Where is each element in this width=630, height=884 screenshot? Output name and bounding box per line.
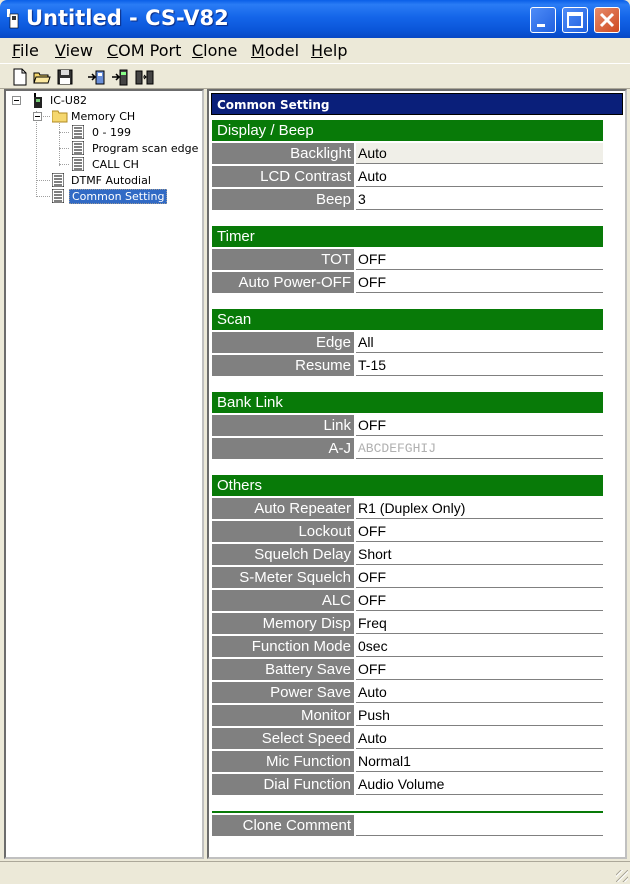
- setting-label: A-J: [212, 438, 354, 459]
- radio-app-icon: [6, 9, 20, 29]
- setting-label: Edge: [212, 332, 354, 353]
- section-divider: [212, 811, 603, 813]
- tree-connector: [36, 180, 50, 181]
- setting-row-function-mode[interactable]: [212, 636, 603, 658]
- radio-icon: [33, 93, 43, 108]
- tree-item-common-setting[interactable]: Common Setting: [69, 189, 167, 204]
- maximize-button[interactable]: [562, 7, 588, 33]
- setting-row-beep[interactable]: [212, 189, 603, 211]
- setting-value-alc[interactable]: OFF: [356, 590, 603, 611]
- setting-label: Beep: [212, 189, 354, 210]
- setting-value-function-mode[interactable]: 0sec: [356, 636, 603, 657]
- setting-value-select-speed[interactable]: Auto: [356, 728, 603, 749]
- save-disk-icon[interactable]: [55, 67, 75, 87]
- clone-comment-field[interactable]: [356, 815, 603, 836]
- channel-list-icon: [72, 157, 84, 171]
- section-timer: Timer: [212, 226, 603, 247]
- setting-row-auto-power-off[interactable]: [212, 272, 603, 294]
- settings-panel: [207, 89, 627, 859]
- tree-connector: [59, 123, 60, 166]
- setting-row-dial-function[interactable]: [212, 774, 603, 796]
- new-file-icon[interactable]: [10, 67, 30, 87]
- tree-connector: [36, 196, 50, 197]
- tree-item-dtmf[interactable]: DTMF Autodial: [71, 174, 151, 187]
- setting-row-tot[interactable]: [212, 249, 603, 271]
- read-from-radio-icon[interactable]: [86, 67, 106, 87]
- setting-value-resume[interactable]: T-15: [356, 355, 603, 376]
- setting-row-auto-repeater[interactable]: [212, 498, 603, 520]
- folder-icon: [52, 109, 68, 123]
- setting-row-lcd-contrast[interactable]: [212, 166, 603, 188]
- setting-row-select-speed[interactable]: [212, 728, 603, 750]
- setting-label: LCD Contrast: [212, 166, 354, 187]
- status-bar: [0, 861, 630, 884]
- setting-label: Resume: [212, 355, 354, 376]
- menu-help[interactable]: Help: [311, 41, 348, 60]
- menu-clone[interactable]: Clone: [192, 41, 238, 60]
- setting-row-memory-disp[interactable]: [212, 613, 603, 635]
- setting-label: Mic Function: [212, 751, 354, 772]
- collapse-root-toggle[interactable]: [12, 96, 21, 105]
- setting-value-a-j[interactable]: ABCDEFGHIJ: [356, 438, 603, 459]
- open-folder-icon[interactable]: [32, 67, 52, 87]
- channel-list-icon: [52, 189, 64, 203]
- collapse-memory-toggle[interactable]: [33, 112, 42, 121]
- setting-row-backlight[interactable]: [212, 143, 603, 165]
- setting-label: Select Speed: [212, 728, 354, 749]
- setting-row-s-meter-squelch[interactable]: [212, 567, 603, 589]
- setting-label: Auto Repeater: [212, 498, 354, 519]
- setting-row-resume[interactable]: [212, 355, 603, 377]
- setting-row-mic-function[interactable]: [212, 751, 603, 773]
- setting-value-link[interactable]: OFF: [356, 415, 603, 436]
- setting-row-power-save[interactable]: [212, 682, 603, 704]
- setting-row-alc[interactable]: [212, 590, 603, 612]
- channel-tree[interactable]: [4, 89, 204, 859]
- setting-label: ALC: [212, 590, 354, 611]
- setting-value-s-meter-squelch[interactable]: OFF: [356, 567, 603, 588]
- setting-label: Auto Power-OFF: [212, 272, 354, 293]
- setting-label: S-Meter Squelch: [212, 567, 354, 588]
- setting-value-lockout[interactable]: OFF: [356, 521, 603, 542]
- setting-value-power-save[interactable]: Auto: [356, 682, 603, 703]
- clone-radio-icon[interactable]: [134, 67, 154, 87]
- section-others: Others: [212, 475, 603, 496]
- tree-item-memory[interactable]: Memory CH: [71, 110, 136, 123]
- channel-list-icon: [72, 125, 84, 139]
- menu-com-port[interactable]: COM Port: [107, 41, 182, 60]
- setting-label: Clone Comment: [212, 815, 354, 836]
- section-bank-link: Bank Link: [212, 392, 603, 413]
- section-display-beep: Display / Beep: [212, 120, 603, 141]
- tree-connector: [59, 132, 69, 133]
- setting-value-backlight[interactable]: Auto: [356, 143, 603, 164]
- tree-item-channels[interactable]: 0 - 199: [92, 126, 131, 139]
- setting-value-auto-power-off[interactable]: OFF: [356, 272, 603, 293]
- title-bar[interactable]: [0, 0, 630, 38]
- setting-row-a-j[interactable]: [212, 438, 603, 460]
- close-icon: [595, 8, 619, 32]
- channel-list-icon: [52, 173, 64, 187]
- setting-row-edge[interactable]: [212, 332, 603, 354]
- panel-title: Common Setting: [211, 93, 623, 115]
- menu-view[interactable]: View: [55, 41, 93, 60]
- write-to-radio-icon[interactable]: [110, 67, 130, 87]
- setting-label: Lockout: [212, 521, 354, 542]
- setting-row-clone-comment[interactable]: [212, 815, 603, 837]
- setting-value-battery-save[interactable]: OFF: [356, 659, 603, 680]
- setting-value-auto-repeater[interactable]: R1 (Duplex Only): [356, 498, 603, 519]
- tree-connector: [59, 164, 69, 165]
- setting-label: Memory Disp: [212, 613, 354, 634]
- menu-model[interactable]: Model: [251, 41, 300, 60]
- tree-connector: [36, 111, 37, 197]
- setting-row-link[interactable]: [212, 415, 603, 437]
- setting-value-mic-function[interactable]: Normal1: [356, 751, 603, 772]
- setting-value-tot[interactable]: OFF: [356, 249, 603, 270]
- setting-row-squelch-delay[interactable]: [212, 544, 603, 566]
- channel-list-icon: [72, 141, 84, 155]
- minimize-icon: [531, 8, 555, 32]
- setting-label: TOT: [212, 249, 354, 270]
- menu-bar: [0, 38, 630, 62]
- setting-label: Power Save: [212, 682, 354, 703]
- close-button[interactable]: [594, 7, 620, 33]
- setting-label: Function Mode: [212, 636, 354, 657]
- setting-value-edge[interactable]: All: [356, 332, 603, 353]
- menu-file[interactable]: File: [12, 41, 39, 60]
- setting-label: Dial Function: [212, 774, 354, 795]
- setting-row-lockout[interactable]: [212, 521, 603, 543]
- toolbar: [0, 63, 630, 89]
- tree-item-scan-edge[interactable]: Program scan edge: [92, 142, 199, 155]
- setting-label: Monitor: [212, 705, 354, 726]
- tree-connector: [59, 148, 69, 149]
- minimize-button[interactable]: [530, 7, 556, 33]
- setting-value-squelch-delay[interactable]: Short: [356, 544, 603, 565]
- setting-label: Battery Save: [212, 659, 354, 680]
- tree-item-root[interactable]: IC-U82: [50, 94, 87, 107]
- setting-value-monitor[interactable]: Push: [356, 705, 603, 726]
- setting-row-battery-save[interactable]: [212, 659, 603, 681]
- setting-label: Backlight: [212, 143, 354, 164]
- setting-row-monitor[interactable]: [212, 705, 603, 727]
- section-scan: Scan: [212, 309, 603, 330]
- setting-value-memory-disp[interactable]: Freq: [356, 613, 603, 634]
- setting-value-lcd-contrast[interactable]: Auto: [356, 166, 603, 187]
- setting-value-dial-function[interactable]: Audio Volume: [356, 774, 603, 795]
- setting-label: Link: [212, 415, 354, 436]
- setting-label: Squelch Delay: [212, 544, 354, 565]
- setting-value-beep[interactable]: 3: [356, 189, 603, 210]
- window-title: Untitled - CS-V82: [26, 6, 229, 30]
- maximize-icon: [563, 8, 587, 32]
- tree-item-call[interactable]: CALL CH: [92, 158, 139, 171]
- resize-grip-icon[interactable]: [616, 870, 628, 882]
